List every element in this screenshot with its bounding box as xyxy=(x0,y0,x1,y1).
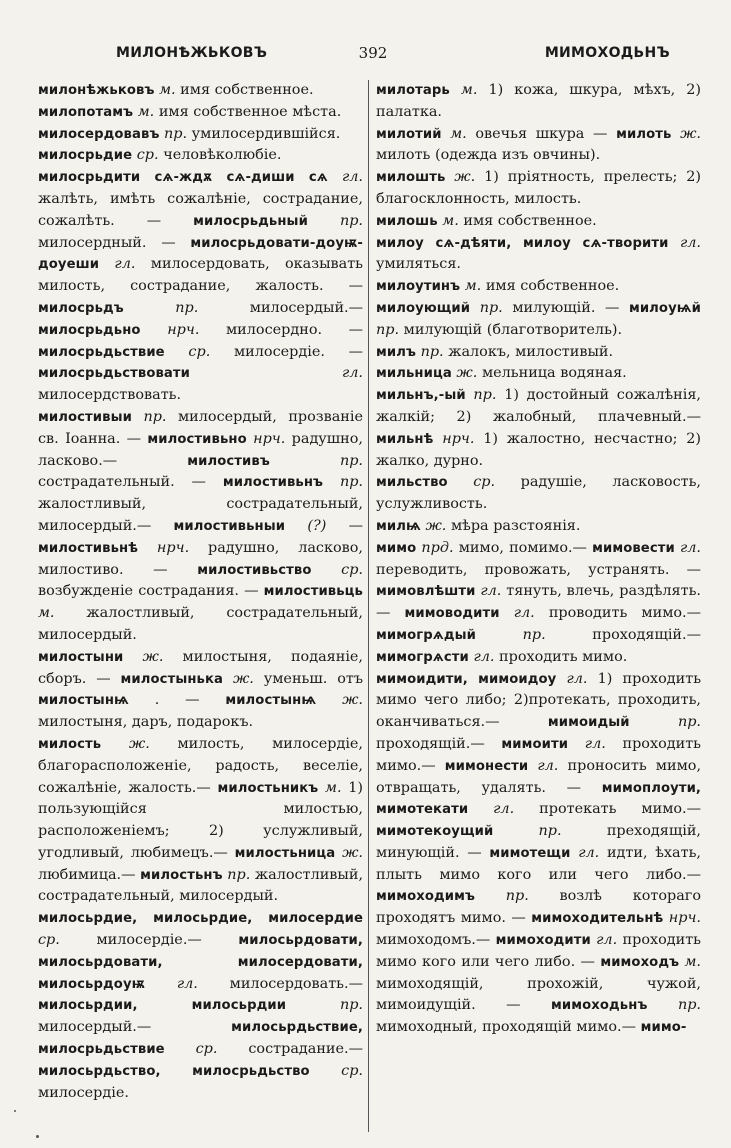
definition: милосердый.— xyxy=(249,299,363,316)
definition: имя собственное. xyxy=(180,82,314,98)
definition: 1) пріятность, прелесть; 2) благосклонность, милость. xyxy=(376,169,701,207)
part-of-speech: нрч. xyxy=(253,430,286,447)
dictionary-entry xyxy=(376,276,701,298)
definition: милосердный. — xyxy=(38,234,176,251)
definition: сострадание.— xyxy=(248,1041,363,1058)
part-of-speech: пр. xyxy=(522,626,546,643)
headword: милосрьдовати-доуѭ-доуеши xyxy=(38,235,363,273)
headword: мимовлѣшти xyxy=(376,584,476,600)
part-of-speech: пр. xyxy=(339,212,363,229)
headword: мимонести xyxy=(444,758,529,774)
headword: милошь xyxy=(376,213,438,229)
part-of-speech: ср. xyxy=(195,1041,218,1058)
part-of-speech: гл. xyxy=(114,256,136,273)
dictionary-entry xyxy=(376,363,701,385)
part-of-speech: пр. xyxy=(420,343,444,360)
dictionary-entry xyxy=(38,124,363,146)
definition: милость, милосердіе, благорасположеніе, радость, веселіе, сожалѣніе, жалость.— xyxy=(38,735,363,796)
dictionary-entry xyxy=(376,80,701,124)
part-of-speech: нрч. xyxy=(442,430,475,447)
part-of-speech: гл. xyxy=(578,844,600,861)
dictionary-entry xyxy=(376,516,701,538)
headword: милотий xyxy=(376,126,442,142)
page-number: 392 xyxy=(358,44,388,62)
headword: милостивьць xyxy=(263,584,363,600)
part-of-speech: м. xyxy=(464,278,482,295)
part-of-speech: гл. xyxy=(480,583,502,600)
part-of-speech: гл. xyxy=(679,539,701,556)
headword: мимогрѧдый xyxy=(376,627,476,643)
definition: . — xyxy=(154,692,200,709)
part-of-speech: прд. xyxy=(421,539,454,556)
part-of-speech: пр. xyxy=(538,823,562,840)
definition: проходящій.— xyxy=(592,626,701,643)
headword: мильство xyxy=(376,475,448,491)
part-of-speech: нрч. xyxy=(668,910,701,927)
headword: милосрьдъ xyxy=(38,300,124,316)
dictionary-entry xyxy=(376,472,701,516)
definition: проносить мимо, отвращать, удалять. — xyxy=(376,757,701,796)
part-of-speech: пр. xyxy=(677,997,701,1014)
definition: мимоходомъ.— xyxy=(376,932,491,949)
definition: радушіе, ласковость, услужливость. xyxy=(376,474,701,513)
part-of-speech: ж. xyxy=(425,517,447,534)
definition: милосердіе.— xyxy=(96,932,202,949)
definition: преходящій, минующій. — xyxy=(376,823,701,861)
headword: милосрьдьный xyxy=(193,213,308,229)
definition: уменьш. отъ xyxy=(263,670,363,687)
part-of-speech: гл. xyxy=(493,801,515,818)
headword: милосрьдьно xyxy=(38,322,141,338)
part-of-speech: ж. xyxy=(454,169,476,186)
part-of-speech: ж. xyxy=(232,670,254,687)
part-of-speech: пр. xyxy=(479,299,503,316)
headword: мимогрѧсти xyxy=(376,649,469,665)
definition: милостыня, подаяніе, сборъ. — xyxy=(38,648,363,687)
headword: мимоити xyxy=(501,736,569,752)
definition: милосердый.— xyxy=(38,1019,152,1036)
print-speck xyxy=(36,1135,39,1138)
definition: милоть (одежда изъ овчины). xyxy=(376,147,601,164)
part-of-speech: ср. xyxy=(188,343,211,360)
definition: милосердіе. — xyxy=(233,343,363,360)
dictionary-entry xyxy=(38,102,363,124)
part-of-speech: ж. xyxy=(342,692,363,709)
part-of-speech: ср. xyxy=(136,147,159,164)
part-of-speech: пр. xyxy=(175,299,199,316)
column-divider xyxy=(368,80,369,1132)
headword: милостивьно xyxy=(147,431,247,447)
header-right-catchword: МИМОХОДЬНЪ xyxy=(544,45,670,61)
definition: человѣколюбіе. xyxy=(163,147,282,164)
headword: милостынѩ xyxy=(38,693,129,709)
dictionary-entry xyxy=(38,908,363,1104)
page-header xyxy=(36,40,708,66)
headword: мимовести xyxy=(592,540,675,556)
definition: милосердовать, оказывать милость, сострадание, жалость. — xyxy=(38,256,363,295)
headword: мимоходъ xyxy=(600,954,680,970)
definition: сострадательный. — xyxy=(38,474,206,491)
headword: милотарь xyxy=(376,83,450,98)
headword: мимоидити, мимоидоу xyxy=(376,671,557,687)
part-of-speech: пр. xyxy=(339,997,363,1014)
definition: милосердствовать. xyxy=(38,387,182,404)
part-of-speech: гл. xyxy=(584,735,606,752)
headword: милоующий xyxy=(376,300,471,316)
headword: милостьница xyxy=(234,845,336,861)
definition: мельница водяная. xyxy=(481,365,627,382)
dictionary-entry xyxy=(38,647,363,734)
definition: возбужденіе сострадания. — xyxy=(38,583,259,600)
headword: мильнѣ xyxy=(376,431,434,447)
headword: милонѣжьковъ xyxy=(38,83,155,98)
headword: милоу сѧ-дѣяти, милоу сѧ-творити xyxy=(376,235,669,251)
part-of-speech: нрч. xyxy=(167,321,200,338)
print-speck xyxy=(14,1110,16,1112)
headword: мимо- xyxy=(640,1020,687,1036)
headword: милопотамъ xyxy=(38,104,134,120)
dictionary-entry xyxy=(376,385,701,472)
part-of-speech: гл. xyxy=(513,605,535,622)
definition: жалостливый, сострадательный, милосердый. xyxy=(38,866,363,905)
headword: мильнъ,-ый xyxy=(376,388,466,404)
dictionary-entry xyxy=(38,167,363,407)
part-of-speech: гл. xyxy=(680,234,701,251)
headword: милосрьдьствие xyxy=(38,344,165,360)
headword: милосрьдити сѧ-ждѫ сѧ-диши сѧ xyxy=(38,170,328,186)
part-of-speech: ж. xyxy=(680,125,701,142)
headword: мильница xyxy=(376,366,452,382)
part-of-speech: ж. xyxy=(456,365,478,382)
part-of-speech: м. xyxy=(137,103,155,120)
definition: радушно, ласково.— xyxy=(38,430,363,469)
dictionary-entry xyxy=(376,124,701,168)
definition: радушно, ласково, милостиво. — xyxy=(38,539,363,578)
headword: милостивьство xyxy=(197,562,312,578)
definition: проходить мимо кого или чего либо. — xyxy=(376,932,701,970)
definition: — xyxy=(348,517,363,534)
headword: милошть xyxy=(376,170,446,186)
definition: 1) проходить мимо чего либо; 2)протекать, проходить, оканчиваться.— xyxy=(376,670,701,731)
part-of-speech: м. xyxy=(450,125,467,142)
definition: милующій. — xyxy=(512,299,620,316)
headword: милоутинъ xyxy=(376,279,461,295)
right-column xyxy=(376,80,701,1130)
headword: милостивьныи xyxy=(173,518,286,534)
definition: жалостливый, сострадательный, милосердый.— xyxy=(38,496,363,534)
part-of-speech: гл. xyxy=(341,365,363,382)
headword: милосьрдии, милосьрдии xyxy=(38,998,287,1014)
definition: милующій (благотворитель). xyxy=(403,321,623,338)
part-of-speech: ж. xyxy=(128,735,150,752)
headword: милостивьнѣ xyxy=(38,540,139,556)
headword: мимотекоущий xyxy=(376,824,494,840)
headword: мимоидый xyxy=(547,715,630,731)
part-of-speech: пр. xyxy=(227,866,251,883)
headword: милостынѩ xyxy=(225,693,317,709)
definition: проводить мимо.— xyxy=(548,605,701,622)
headword: милъ xyxy=(376,344,416,360)
part-of-speech: м. xyxy=(325,779,342,796)
definition: имя собственное. xyxy=(463,212,597,229)
part-of-speech: ср. xyxy=(341,1062,363,1079)
part-of-speech: ж. xyxy=(142,648,164,665)
definition: возлѣ котораго проходятъ мимо. — xyxy=(376,888,701,927)
part-of-speech: ср. xyxy=(473,474,496,491)
definition: проходящій.— xyxy=(376,735,485,752)
definition: жалѣть, имѣть сожалѣніе, сострадание, сожалѣть. — xyxy=(38,190,363,229)
headword: милоуѩй xyxy=(628,300,701,316)
definition: милосердіе. xyxy=(38,1084,129,1101)
headword: мимоходьнъ xyxy=(551,998,648,1014)
headword: милѩ xyxy=(376,518,421,534)
definition: тянуть, влечь, раздѣлять.— xyxy=(376,583,701,622)
part-of-speech: пр. xyxy=(339,474,363,491)
part-of-speech: ср. xyxy=(341,561,363,578)
part-of-speech: пр. xyxy=(376,321,400,338)
headword: милостивъ xyxy=(187,453,270,469)
part-of-speech: гл. xyxy=(176,975,198,992)
headword: милость xyxy=(38,736,102,752)
part-of-speech: пр. xyxy=(505,888,529,905)
definition: 1) жалостно, несчастно; 2) жалко, дурно. xyxy=(376,430,701,469)
dictionary-entry xyxy=(38,80,363,102)
dictionary-entry xyxy=(376,211,701,233)
headword: милостьнъ xyxy=(140,867,223,883)
part-of-speech: м. xyxy=(159,82,176,98)
definition: милостыня, даръ, подарокъ. xyxy=(38,714,254,731)
part-of-speech: гл. xyxy=(473,648,495,665)
part-of-speech: гл. xyxy=(596,932,618,949)
dictionary-entry xyxy=(376,342,701,364)
definition: протекать мимо.— xyxy=(539,801,701,818)
dictionary-entry xyxy=(376,298,701,342)
part-of-speech: пр. xyxy=(677,714,701,731)
headword: милоть xyxy=(616,126,672,142)
definition: любимица.— xyxy=(38,866,136,883)
definition: жалостливый, сострадательный, милосердый. xyxy=(38,605,363,643)
part-of-speech: нрч. xyxy=(156,539,190,556)
headword: мимоходительнѣ xyxy=(531,911,664,927)
headword: милостынька xyxy=(120,671,224,687)
part-of-speech: пр. xyxy=(473,387,497,404)
definition: умиляться. xyxy=(376,256,461,273)
definition: 1) достойный сожалѣнія, жалкій; 2) жалобный, плачевный.— xyxy=(376,387,701,425)
left-column xyxy=(38,80,363,1130)
part-of-speech: ж. xyxy=(342,844,363,861)
headword: милосьрдьствие, милосрьдьствие xyxy=(38,1020,363,1058)
dictionary-entry xyxy=(376,669,701,1040)
definition: мѣра разстоянія. xyxy=(450,517,581,534)
part-of-speech: гл. xyxy=(537,757,559,774)
part-of-speech: ср. xyxy=(38,932,60,949)
dictionary-entry xyxy=(376,233,701,277)
part-of-speech: пр. xyxy=(164,125,188,142)
header-left-catchword: МИЛОНѢЖЬКОВЪ xyxy=(116,45,268,61)
part-of-speech: пр. xyxy=(339,452,363,469)
dictionary-entry xyxy=(376,167,701,211)
headword: милостыни xyxy=(38,649,124,665)
definition: проходить мимо. xyxy=(499,648,628,665)
dictionary-entry xyxy=(38,734,363,908)
definition: переводить, провожать, устранять. — xyxy=(376,561,701,578)
part-of-speech: м. xyxy=(38,605,55,622)
part-of-speech: м. xyxy=(442,212,459,229)
headword: милосьрдьство, милосрьдьство xyxy=(38,1063,310,1079)
definition: имя собственное. xyxy=(485,278,620,295)
part-of-speech: м. xyxy=(684,953,701,970)
definition: идти, ѣхать, плыть мимо кого или чего либо.— xyxy=(376,844,701,883)
headword: мимоплоути, мимотекати xyxy=(376,780,701,818)
headword: милосрьдие xyxy=(38,148,133,164)
definition: мимо, помимо.— xyxy=(458,539,587,556)
definition: милосердый, прозваніе св. Іоанна. — xyxy=(38,408,363,447)
definition: 1) пользующійся милостью, расположеніемъ; 2) услужливый, угодливый, любимецъ.— xyxy=(38,779,363,861)
headword: милосьрдие, милосьрдие, милосердие xyxy=(38,911,363,927)
part-of-speech: пр. xyxy=(143,408,167,425)
definition: умилосердившійся. xyxy=(191,125,341,142)
definition: овечья шкура — xyxy=(475,125,608,142)
headword: мимоходимъ xyxy=(376,889,476,905)
dictionary-entry xyxy=(376,538,701,669)
part-of-speech: гл. xyxy=(342,169,363,186)
headword: милостивьнъ xyxy=(222,475,324,491)
definition: милосердно. — xyxy=(225,321,363,338)
definition: жалокъ, милостивый. xyxy=(448,343,614,360)
part-of-speech: гл. xyxy=(566,670,588,687)
part-of-speech: (?) xyxy=(307,517,327,534)
headword: милосердовавъ xyxy=(38,126,160,142)
headword: милосрьдьствовати xyxy=(38,366,191,382)
definition: мимоходный, проходящій мимо.— xyxy=(376,1019,637,1036)
headword: мимо xyxy=(376,540,417,556)
definition: милосердовать.— xyxy=(229,975,363,992)
definition: 1) кожа, шкура, мѣхъ, 2) палатка. xyxy=(376,82,701,120)
headword: милосьрдовати, милосьрдовати, милосердовати, милосьрдоуѭ xyxy=(38,933,363,992)
definition: мимоходящій, прохожій, чужой, мимоидущій. — xyxy=(376,975,701,1014)
headword: мимоводити xyxy=(404,606,500,622)
headword: мимотещи xyxy=(489,845,571,861)
definition: имя собственное мѣста. xyxy=(158,103,342,120)
headword: милостивыи xyxy=(38,409,132,425)
headword: милостьникъ xyxy=(217,780,319,796)
definition: проходить мимо.— xyxy=(376,735,701,774)
headword: мимоходити xyxy=(495,933,591,949)
dictionary-entry xyxy=(38,145,363,167)
dictionary-entry xyxy=(38,407,363,647)
part-of-speech: м. xyxy=(460,82,478,98)
